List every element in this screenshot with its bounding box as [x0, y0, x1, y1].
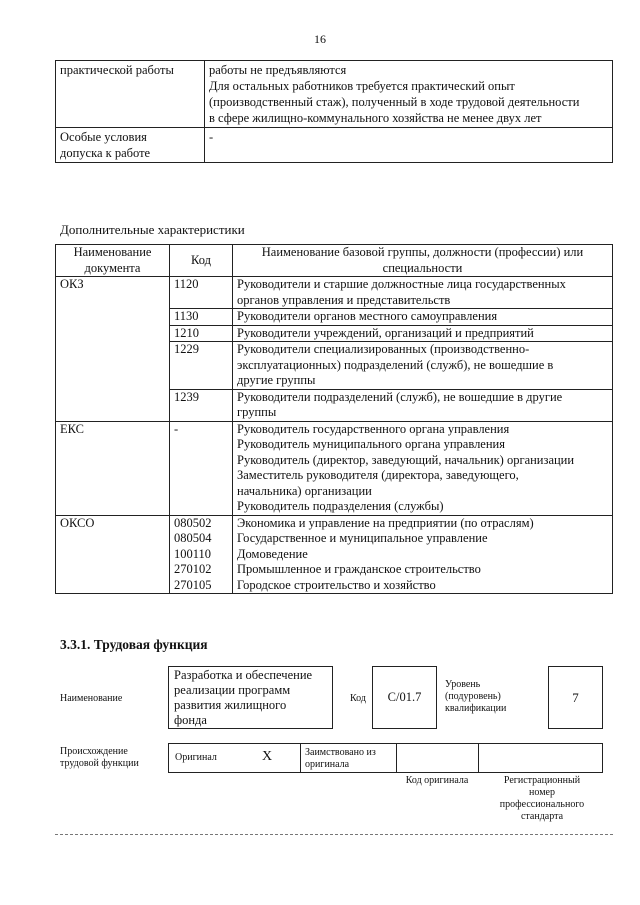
name-text: Руководители и старшие должностные лица государственных: [237, 277, 566, 291]
name-text: Руководитель подразделения (службы): [237, 499, 444, 513]
name-text: Руководители специализированных (производственно-: [237, 342, 530, 356]
code-cell: -: [170, 421, 233, 515]
function-heading: 3.3.1. Трудовая функция: [60, 637, 208, 652]
row-text: (производственный стаж), полученный в ходе трудовой деятельности: [209, 95, 580, 109]
doc-okso: ОКСО: [56, 515, 170, 594]
code-text: 080504: [174, 531, 212, 545]
name-text: Руководитель государственного органа управления: [237, 421, 510, 436]
row-label: допуска к работе: [60, 146, 151, 160]
name-text: Заместитель руководителя (директора, заведующего,: [237, 468, 519, 482]
reg-caption: [482, 775, 602, 823]
doc-eks: ЕКС: [56, 421, 170, 515]
table-row: [56, 277, 613, 309]
orig-code-caption: Код оригинала: [405, 775, 469, 786]
row-text: -: [209, 130, 214, 144]
origin-label: [60, 746, 139, 770]
origin-divider: [300, 743, 301, 773]
top-table: [55, 60, 613, 163]
name-text: Руководители подразделений (служб), не вошедшие в другие: [237, 389, 563, 404]
table-header-row: [56, 245, 613, 277]
reg-caption-text: номер: [529, 787, 555, 798]
code-cell: 1210: [170, 325, 233, 342]
table-row: [56, 128, 613, 163]
name-value-text: фонда: [174, 713, 207, 727]
level-value: 7: [572, 689, 579, 705]
code-text: 270105: [174, 577, 212, 592]
table-row: [56, 421, 613, 515]
borrowed-label-text: оригинала: [305, 759, 350, 770]
row-label: Особые условия: [60, 130, 147, 144]
bottom-divider: [55, 834, 613, 835]
name-text: Руководитель (директор, заведующий, начальник) организации: [237, 452, 575, 467]
reg-caption-text: стандарта: [520, 811, 564, 822]
origin-label-text: трудовой функции: [60, 758, 139, 769]
table-row: [56, 61, 613, 128]
name-text: Государственное и муниципальное управление: [237, 531, 488, 545]
row-text: Для остальных работников требуется практический опыт: [209, 79, 515, 93]
name-value-text: развития жилищного: [174, 698, 287, 712]
name-text: эксплуатационных) подразделений (служб), не вошедшие в: [237, 357, 554, 372]
code-value-box: [372, 666, 437, 729]
code-text: 080502: [174, 515, 212, 530]
row-text: в сфере жилищно-коммунального хозяйства не менее двух лет: [209, 111, 542, 125]
original-mark: X: [262, 749, 273, 764]
name-text: начальника) организации: [237, 483, 372, 498]
borrowed-label: [305, 747, 393, 771]
name-text: Домоведение: [237, 546, 308, 561]
code-value: С/01.7: [387, 690, 422, 704]
code-cell: 1120: [170, 277, 233, 309]
code-text: 270102: [174, 562, 212, 576]
original-label: Оригинал: [175, 752, 217, 763]
name-value-text: реализации программ: [174, 683, 291, 697]
header-doc: Наименование: [73, 245, 152, 259]
reg-caption-text: профессионального: [499, 799, 585, 810]
code-cell: 1229: [170, 342, 233, 390]
name-text: другие группы: [237, 373, 316, 387]
characteristics-table: [55, 244, 613, 594]
level-label: [445, 679, 506, 715]
level-value-box: [548, 666, 603, 729]
name-text: Руководитель муниципального органа управления: [237, 437, 505, 451]
code-cell: 1130: [170, 309, 233, 326]
code-text: 100110: [174, 546, 212, 561]
reg-caption-text: Регистрационный: [503, 775, 581, 786]
borrowed-label-text: Заимствовано из: [305, 747, 376, 758]
name-text: Руководители органов местного самоуправления: [233, 309, 613, 326]
section-title: Дополнительные характеристики: [60, 222, 245, 237]
row-label: практической работы: [60, 63, 174, 77]
origin-divider: [478, 743, 479, 773]
name-value-text: Разработка и обеспечение: [174, 668, 313, 682]
name-text: Городское строительство и хозяйство: [237, 577, 436, 592]
level-label-text: (подуровень): [445, 691, 501, 702]
doc-okz: ОКЗ: [56, 277, 170, 422]
table-row: [56, 515, 613, 594]
header-name: Наименование базовой группы, должности (профессии) или: [261, 245, 584, 259]
name-text: Экономика и управление на предприятии (по отраслям): [237, 515, 534, 530]
page-number: 16: [314, 32, 326, 46]
header-code: Код: [170, 245, 233, 277]
name-text: органов управления и представительств: [237, 292, 451, 307]
name-text: Руководители учреждений, организаций и предприятий: [233, 325, 613, 342]
level-label-text: Уровень: [445, 679, 481, 690]
header-name: специальности: [382, 260, 463, 275]
code-label: Код: [350, 693, 366, 704]
origin-divider: [396, 743, 397, 773]
name-value-box: [168, 666, 333, 729]
name-label: Наименование: [60, 693, 123, 704]
level-label-text: квалификации: [445, 703, 507, 714]
code-cell: 1239: [170, 389, 233, 421]
row-text: работы не предъявляются: [209, 63, 347, 77]
name-text: группы: [237, 405, 277, 419]
origin-label-text: Происхождение: [60, 746, 128, 757]
header-doc: документа: [84, 260, 141, 275]
name-text: Промышленное и гражданское строительство: [237, 562, 481, 576]
